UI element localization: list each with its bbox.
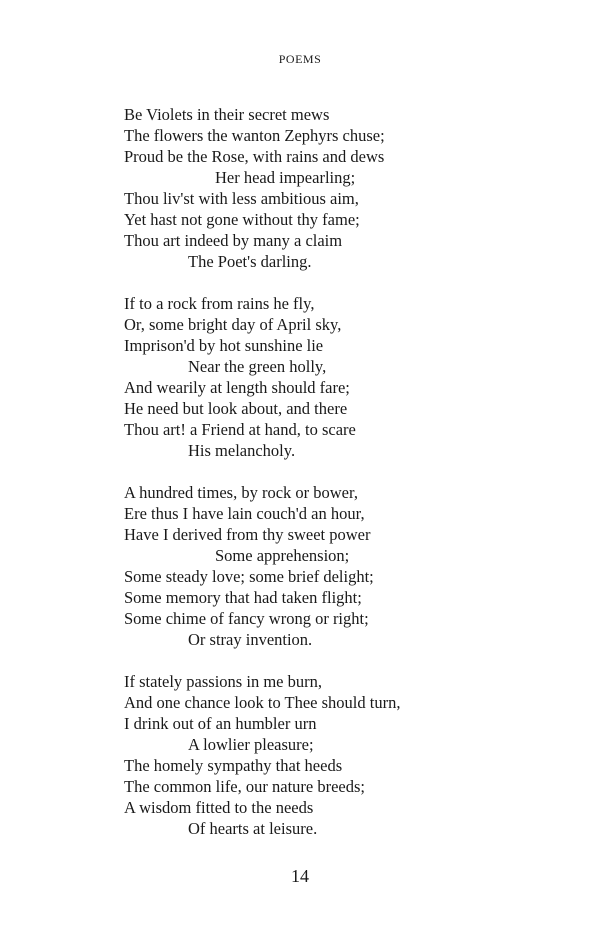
poem-line: Ere thus I have lain couch'd an hour, bbox=[124, 504, 365, 523]
poem-line-indented: Her head impearling; bbox=[215, 168, 356, 187]
running-head: POEMS bbox=[278, 52, 322, 66]
stanza-3 bbox=[124, 482, 564, 650]
poem-line: And wearily at length should fare; bbox=[124, 378, 350, 397]
poem-line: If stately passions in me burn, bbox=[124, 672, 322, 691]
poem-line: Some steady love; some brief delight; bbox=[124, 567, 374, 586]
poem-line: Proud be the Rose, with rains and dews bbox=[124, 147, 385, 166]
poem-line: A wisdom fitted to the needs bbox=[124, 798, 314, 817]
stanza-4 bbox=[124, 671, 564, 839]
poem-line: Some memory that had taken flight; bbox=[124, 588, 362, 607]
poem-line: I drink out of an humbler urn bbox=[124, 714, 317, 733]
page-number: 14 bbox=[291, 866, 309, 886]
poem-line: Thou art! a Friend at hand, to scare bbox=[124, 420, 356, 439]
poem-line: If to a rock from rains he fly, bbox=[124, 294, 315, 313]
poem-line-indented: Some apprehension; bbox=[215, 546, 350, 565]
poem-line: Or, some bright day of April sky, bbox=[124, 315, 342, 334]
poem-line-indented: The Poet's darling. bbox=[188, 252, 312, 271]
poem-line-indented: His melancholy. bbox=[188, 441, 296, 460]
poem-line: Have I derived from thy sweet power bbox=[124, 525, 371, 544]
stanza-2 bbox=[124, 293, 564, 461]
poem-line-indented: Of hearts at leisure. bbox=[188, 819, 318, 838]
stanza-1 bbox=[124, 104, 564, 272]
poem-line: Some chime of fancy wrong or right; bbox=[124, 609, 369, 628]
poem-line: Imprison'd by hot sunshine lie bbox=[124, 336, 324, 355]
poem-line: The common life, our nature breeds; bbox=[124, 777, 365, 796]
poem-line: The homely sympathy that heeds bbox=[124, 756, 343, 775]
poem-line: And one chance look to Thee should turn, bbox=[124, 693, 401, 712]
poem-body bbox=[124, 104, 564, 860]
poem-line: A hundred times, by rock or bower, bbox=[124, 483, 358, 502]
poem-line: Thou liv'st with less ambitious aim, bbox=[124, 189, 359, 208]
poem-line: The flowers the wanton Zephyrs chuse; bbox=[124, 126, 385, 145]
poem-line: Be Violets in their secret mews bbox=[124, 105, 330, 124]
poem-line: Yet hast not gone without thy fame; bbox=[124, 210, 360, 229]
poem-line-indented: A lowlier pleasure; bbox=[188, 735, 314, 754]
poem-line-indented: Or stray invention. bbox=[188, 630, 313, 649]
poem-line: He need but look about, and there bbox=[124, 399, 348, 418]
poem-line-indented: Near the green holly, bbox=[188, 357, 327, 376]
poem-line: Thou art indeed by many a claim bbox=[124, 231, 343, 250]
